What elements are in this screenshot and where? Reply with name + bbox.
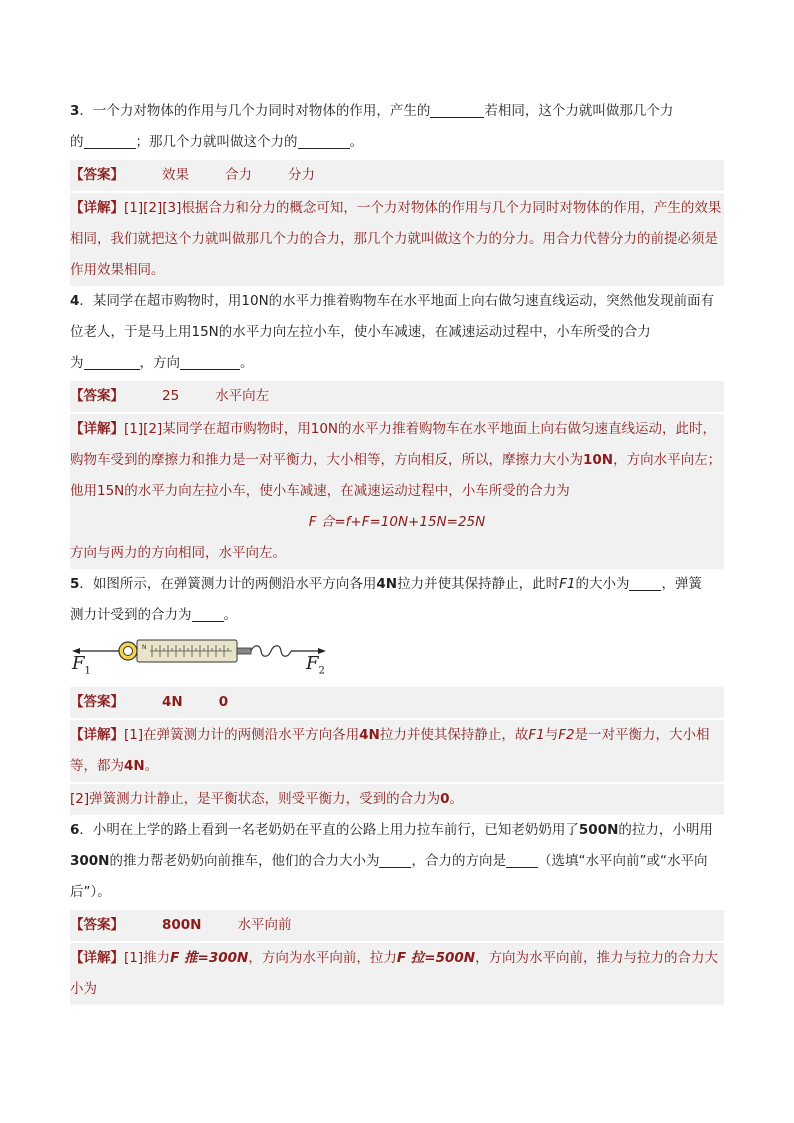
question-text: ．如图所示，在弹簧测力计的两侧沿水平方向各用 [79,576,377,592]
question-text: 。 [349,134,363,150]
question-text: 测力计受到的合力为 [70,607,192,623]
answer-blank [379,851,411,868]
question-text: 的 [70,134,84,150]
explanation-text: 。 [449,791,464,807]
explanation-text: [1][2]某同学在超市购物时，用10N的水平力推着购物车在水平地面上向右做匀速直线运动，此时，购物车受到的摩擦力和推力是一对平衡力，大小相等，方向相反，所以，摩擦力大小为 [70,421,717,468]
explanation-text: 方向与两力的方向相同，水平向左。 [70,545,286,561]
label-f2 [306,653,325,677]
question-text: 500N [578,822,619,838]
question-text: 拉力并使其保持静止，此时 [397,576,560,592]
question-text: （选填“水平向前”或“水平向后”）。 [70,853,708,900]
explanation-block [70,193,724,286]
answer-value: 800N [162,917,202,933]
question-text: F1 [559,576,576,592]
question-text: ．小明在上学的路上看到一名老奶奶在平直的公路上用力拉车前行，已知老奶奶用了 [79,822,579,838]
answer-blank [192,605,224,622]
label-f2-sub: 2 [318,665,325,677]
spring-scale-figure [70,639,724,683]
question-text: ，方向 [139,355,180,371]
explanation-text: F2 [558,727,575,743]
question-text: ，弹簧 [661,576,702,592]
question-text: 。 [223,607,237,623]
label-f1-sub: 1 [84,665,91,677]
answer-blank [430,101,484,118]
answer-value: 0 [218,694,229,710]
answer-block [70,381,724,412]
explanation-text: 是一对平衡力，大小相等，都为 [70,727,710,774]
hook-shaft [237,648,251,654]
explanation-text: F 拉=500N [396,950,476,966]
answer-tag: 【答案】 [70,917,124,933]
question-number: 4 [70,293,80,309]
question-text: 若相同，这个力就叫做那几个力 [484,103,674,119]
explanation-text: ，方向水平向左；他用15N的水平力向左拉小车，使小车减速，在减速运动过程中，小车所受的合力为 [70,452,722,499]
explanation-block [70,784,724,815]
explanation-text: ，方向为水平向前，拉力 [248,950,397,966]
label-f1-letter: F [72,653,85,674]
explanation-text: [2]弹簧测力计静止，是平衡状态，则受平衡力，受到的合力为 [70,791,441,807]
explanation-tag: 【详解】 [70,200,124,216]
answer-value: 水平向前 [237,917,292,933]
answer-tag: 【答案】 [70,694,124,710]
question-text: ．一个力对物体的作用与几个力同时对物体的作用，产生的 [79,103,431,119]
question-text: ，合力的方向是 [411,853,506,869]
hook-loop-icon [251,646,291,657]
question-3 [70,96,724,158]
question-6 [70,815,724,908]
explanation-text: 与 [544,727,559,743]
question-text: ．某同学在超市购物时，用10N的水平力推着购物车在水平地面上向右做匀速直线运动，突然他发现前面有位老人，于是马上用15N的水平力向左拉小车，使小车减速，在减速运动过程中，小车所受的合力 [70,293,715,340]
answer-block [70,910,724,941]
question-text: 为 [70,355,84,371]
explanation-text: 0 [440,791,450,807]
explanation-block [70,414,724,569]
label-f2-letter: F [306,653,319,674]
answer-block [70,687,724,718]
explanation-text: F 推=300N [170,950,249,966]
answer-blank [506,851,538,868]
explanation-text: ，方向为水平向前，推力与拉力的合力大小为 [70,950,719,997]
answer-blank [84,132,136,149]
question-text: 4N [376,576,398,592]
explanation-text: 10N [583,452,614,468]
explanation-text: [1]在弹簧测力计的两侧沿水平方向各用 [124,727,360,743]
question-text: 的大小为 [575,576,630,592]
explanation-text: 。 [144,758,159,774]
question-4 [70,286,724,379]
explanation-text: 4N [359,727,380,743]
question-number: 3 [70,103,80,119]
answer-blank [84,353,140,370]
question-text: 的拉力，小明用 [618,822,713,838]
label-f1 [72,653,91,677]
explanation-tag: 【详解】 [70,727,124,743]
explanation-text: [1]推力 [124,950,171,966]
question-5 [70,569,724,631]
answer-value: 合力 [225,167,252,183]
scale-unit: N [142,644,147,651]
question-text: ；那几个力就叫做这个力的 [135,134,298,150]
explanation-block [70,720,724,782]
explanation-tag: 【详解】 [70,950,124,966]
answer-blank [180,353,240,370]
explanation-block [70,943,724,1005]
answer-blank [298,132,350,149]
explanation-text: 拉力并使其保持静止，故 [379,727,529,743]
question-number: 5 [70,576,80,592]
answer-value: 25 [162,388,180,404]
explanation-tag: 【详解】 [70,421,124,437]
answer-tag: 【答案】 [70,167,124,183]
question-text: 。 [240,355,254,371]
formula: F 合=f+F=10N+15N=25N [308,514,486,530]
question-text: 300N [70,853,110,869]
explanation-text: 4N [124,758,145,774]
answer-tag: 【答案】 [70,388,124,404]
spring-scale-diagram [70,639,330,673]
ring-hole [124,647,133,656]
answer-value: 分力 [288,167,315,183]
answer-value: 4N [162,694,183,710]
answer-blank [629,574,661,591]
answer-value: 效果 [162,167,189,183]
question-number: 6 [70,822,80,838]
explanation-text: [1][2][3]根据合力和分力的概念可知，一个力对物体的作用与几个力同时对物体的作用，产生的效果相同，我们就把这个力就叫做那几个力的合力，那几个力就叫做这个力的分力。用合力代替分力的前提必须是作用效果相同。 [70,200,722,278]
question-text: 的推力帮老奶奶向前推车，他们的合力大小为 [109,853,380,869]
answer-block [70,160,724,191]
content [70,96,724,1005]
answer-value: 水平向左 [215,388,270,404]
explanation-text: F1 [528,727,545,743]
